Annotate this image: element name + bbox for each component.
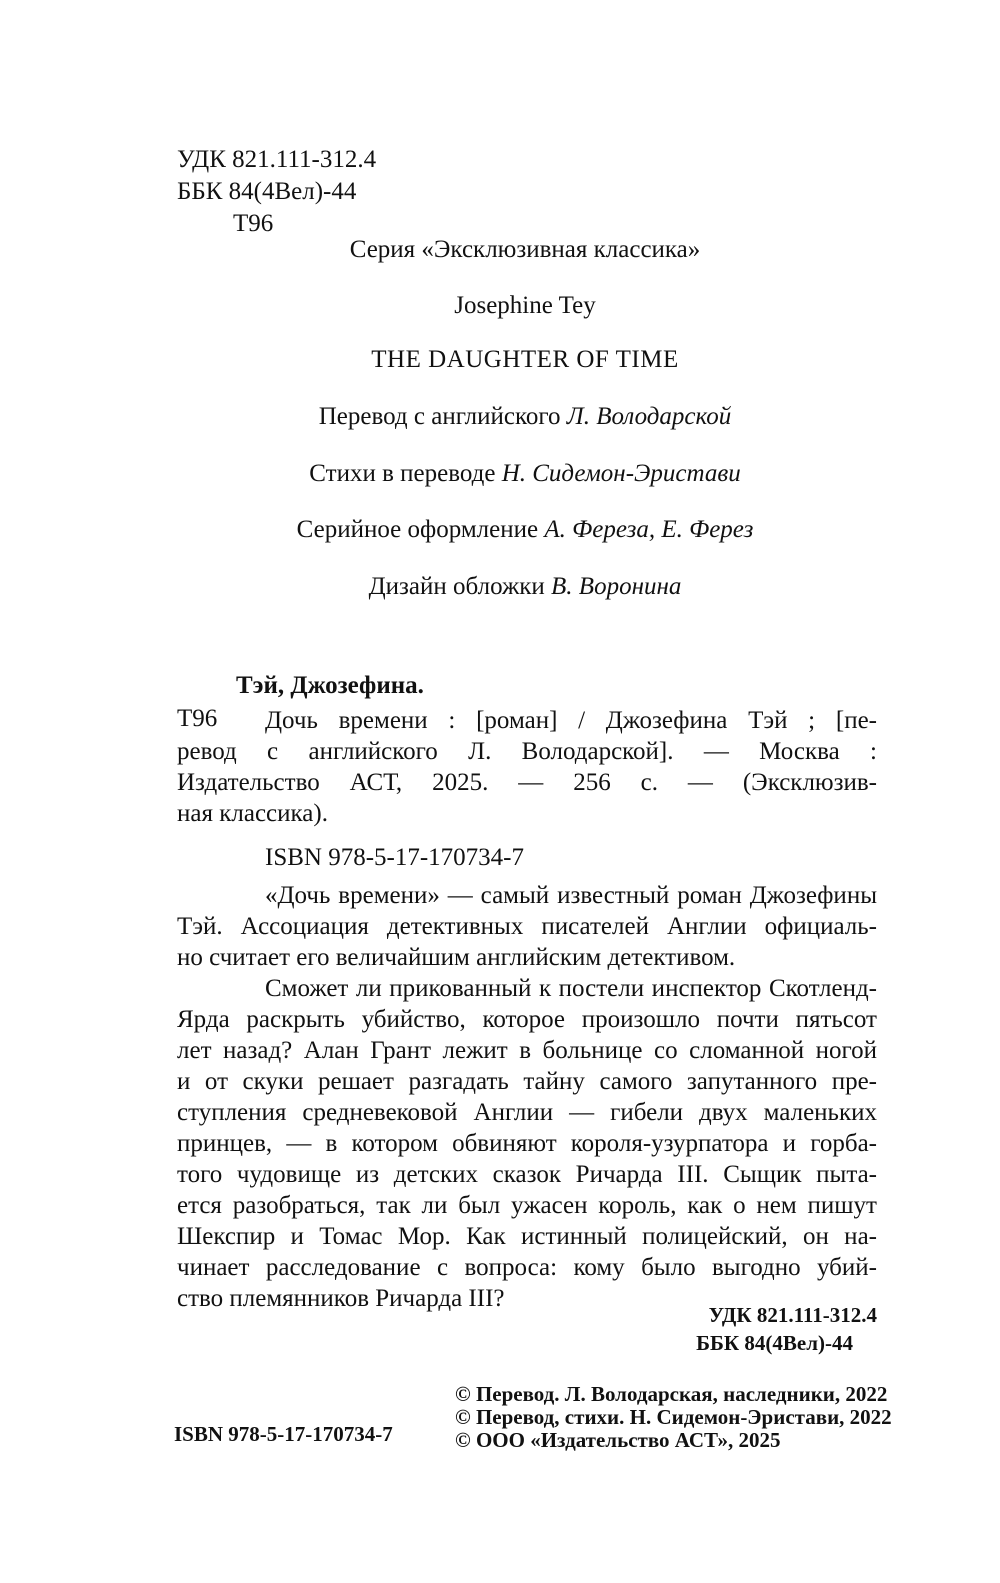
- footer-bbk: ББК 84(4Вел)-44: [696, 1331, 853, 1355]
- catalog-mark: Т96: [177, 705, 218, 732]
- annotation-line: чинает расследование с вопроса: кому было выгодно убий-: [177, 1254, 877, 1281]
- annotation-line: принцев, — в котором обвиняют короля-узурпатора и горба-: [177, 1130, 877, 1157]
- udk-code: УДК 821.111-312.4: [177, 146, 377, 173]
- credit-cover-design: [0, 573, 1000, 601]
- credit-poems: [0, 460, 1000, 488]
- annotation-line: ступления средневековой Англии — гибели двух маленьких: [177, 1099, 877, 1126]
- bbk-code: ББК 84(4Вел)-44: [177, 178, 357, 205]
- annotation-line: лет назад? Алан Грант лежит в больнице со сломанной ногой: [177, 1037, 877, 1064]
- annotation-line: Тэй. Ассоциация детективных писателей Англии официаль-: [177, 913, 877, 940]
- catalog-line: ревод с английского Л. Володарской]. — Москва :: [177, 738, 877, 765]
- footer-udk: УДК 821.111-312.4: [708, 1303, 877, 1327]
- catalog-line: Дочь времени : [роман] / Джозефина Тэй ; [пе-: [265, 707, 877, 734]
- credit-translation: [0, 403, 1000, 431]
- annotation-line: но считает его величайшим английским детективом.: [177, 944, 736, 971]
- annotation-line: Шекспир и Томас Мор. Как истинный полицейский, он на-: [177, 1223, 877, 1250]
- annotation-line: Ярда раскрыть убийство, которое произошло почти пятьсот: [177, 1006, 877, 1033]
- credit-person: А. Фереза, Е. Ферез: [544, 516, 754, 543]
- catalog-line: Издательство АСТ, 2025. — 256 с. — (Эксклюзив-: [177, 769, 877, 796]
- credit-label: Перевод с английского: [318, 403, 567, 430]
- copyright-line: © Перевод. Л. Володарская, наследники, 2022: [455, 1382, 888, 1406]
- credit-person: Л. Володарской: [566, 403, 732, 430]
- credit-series-design: [0, 516, 1000, 544]
- copyright-line: © Перевод, стихи. Н. Сидемон-Эристави, 2022: [455, 1405, 892, 1429]
- annotation-line: Сможет ли прикованный к постели инспектор Скотленд-: [265, 975, 877, 1002]
- annotation-line: ется разобраться, так ли был ужасен король, как о нем пишут: [177, 1192, 877, 1219]
- series-line: Серия «Эксклюзивная классика»: [349, 236, 701, 263]
- author-mark: Т96: [233, 210, 274, 237]
- annotation-line: того чудовище из детских сказок Ричарда III. Сыщик пыта-: [177, 1161, 877, 1188]
- credit-person: В. Воронина: [551, 573, 682, 600]
- annotation-line: ство племянников Ричарда III?: [177, 1285, 505, 1312]
- original-author: Josephine Tey: [454, 292, 596, 319]
- catalog-isbn: ISBN 978-5-17-170734-7: [265, 844, 525, 871]
- original-title: THE DAUGHTER OF TIME: [371, 346, 679, 373]
- isbn-bottom: ISBN 978-5-17-170734-7: [174, 1422, 393, 1446]
- catalog-heading: Тэй, Джозефина.: [236, 672, 424, 699]
- credit-label: Стихи в переводе: [309, 460, 502, 487]
- catalog-line: ная классика).: [177, 800, 328, 827]
- credit-person: Н. Сидемон-Эристави: [501, 460, 741, 487]
- credit-label: Серийное оформление: [296, 516, 545, 543]
- credit-label: Дизайн обложки: [368, 573, 552, 600]
- annotation-line: «Дочь времени» — самый известный роман Джозефины: [265, 882, 877, 909]
- copyright-line: © ООО «Издательство АСТ», 2025: [455, 1428, 781, 1452]
- annotation-line: и от скуки решает разгадать тайну самого запутанного пре-: [177, 1068, 877, 1095]
